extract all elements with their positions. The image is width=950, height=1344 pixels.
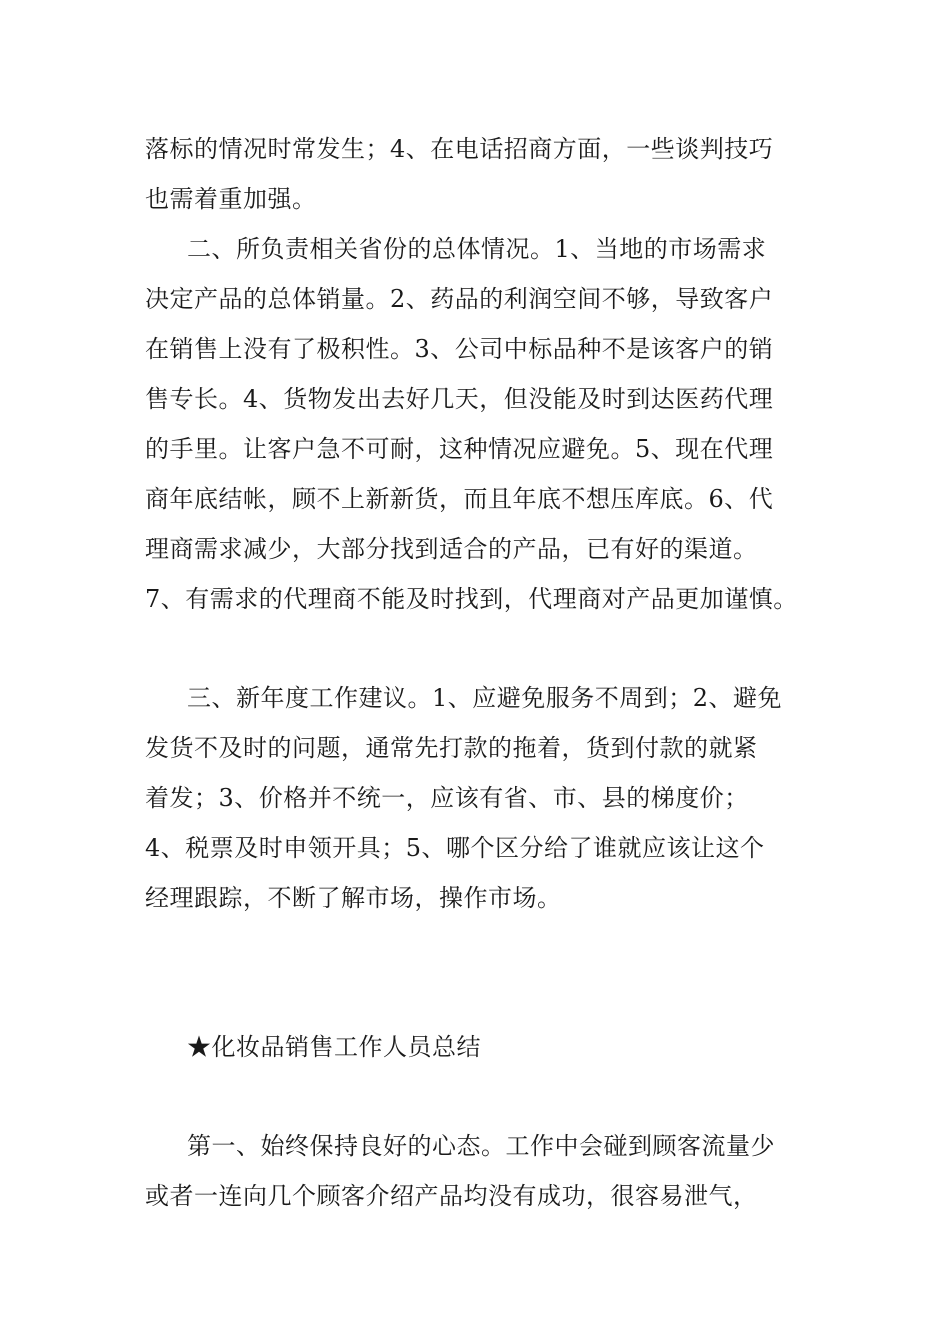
text-line: 售专长。4、货物发出去好几天，但没能及时到达医药代理: [145, 385, 774, 413]
text-line: 决定产品的总体销量。2、药品的利润空间不够，导致客户: [145, 285, 774, 313]
text-line: 的手里。让客户急不可耐，这种情况应避免。5、现在代理: [145, 435, 774, 463]
text-line: 落标的情况时常发生；4、在电话招商方面，一些谈判技巧: [145, 135, 774, 163]
section-heading-line: 第一、始终保持良好的心态。工作中会碰到顾客流量少: [187, 1132, 775, 1160]
text-line: 经理跟踪，不断了解市场，操作市场。: [145, 884, 562, 912]
article-title: ★化妆品销售工作人员总结: [187, 1033, 481, 1061]
section-heading-line: 三、新年度工作建议。1、应避免服务不周到；2、避免: [187, 684, 783, 712]
text-line: 发货不及时的问题，通常先打款的拖着，货到付款的就紧: [145, 734, 758, 762]
text-line: 7、有需求的代理商不能及时找到，代理商对产品更加谨慎。: [145, 585, 798, 613]
text-line: 商年底结帐，顾不上新新货，而且年底不想压库底。6、代: [145, 485, 774, 513]
section-heading-line: 二、所负责相关省份的总体情况。1、当地的市场需求: [187, 235, 767, 263]
text-line: 理商需求减少，大部分找到适合的产品，已有好的渠道。: [145, 535, 758, 563]
text-line: 或者一连向几个顾客介绍产品均没有成功，很容易泄气，: [145, 1182, 758, 1210]
text-line: 也需着重加强。: [145, 185, 317, 213]
text-line: 着发；3、价格并不统一，应该有省、市、县的梯度价；: [145, 784, 749, 812]
text-line: 4、税票及时申领开具；5、哪个区分给了谁就应该让这个: [145, 834, 765, 862]
text-line: 在销售上没有了极积性。3、公司中标品种不是该客户的销: [145, 335, 774, 363]
